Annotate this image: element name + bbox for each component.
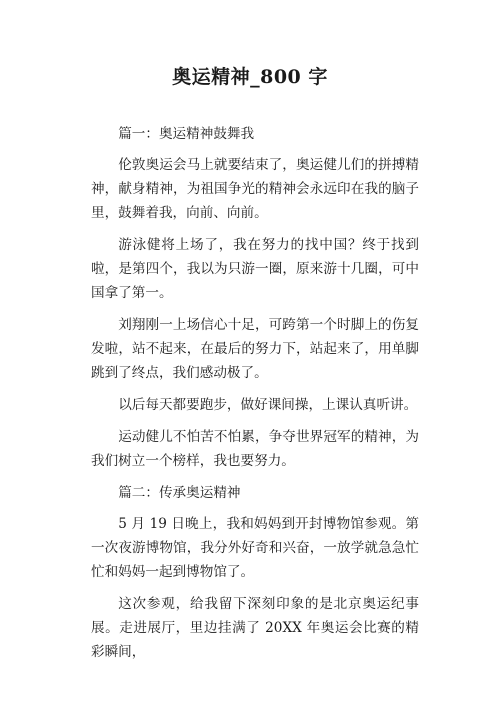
paragraph: 这次参观，给我留下深刻印象的是北京奥运纪事展。走进展厅，里边挂满了 20XX 年奥运会比赛的精彩瞬间， — [91, 596, 419, 660]
paragraph: 5 月 19 日晚上，我和妈妈到开封博物馆参观。第一次夜游博物馆，我分外好奇和兴奋，一放学就急急忙忙和妈妈一起到博物馆了。 — [91, 516, 419, 580]
paragraph: 运动健儿不怕苦不怕累，争夺世界冠军的精神，为我们树立一个榜样，我也要努力。 — [91, 429, 419, 469]
section-heading: 篇一：奥运精神鼓舞我 — [118, 126, 255, 142]
section-heading: 篇二：传承奥运精神 — [118, 485, 241, 501]
paragraph: 游泳健将上场了，我在努力的找中国？终于找到啦，是第四个，我以为只游一圈，原来游十几圈，可中国拿了第一。 — [91, 237, 419, 301]
paragraph: 刘翔刚一上场信心十足，可跨第一个时脚上的伤复发啦，站不起来，在最后的努力下，站起来了，用单脚跳到了终点，我们感动极了。 — [91, 317, 419, 381]
document-title: 奥运精神_800 字 — [172, 66, 328, 88]
document-body — [91, 122, 419, 672]
paragraph: 伦敦奥运会马上就要结束了，奥运健儿们的拼搏精神，献身精神，为祖国争光的精神会永远印在我的脑子里，鼓舞着我，向前、向前。 — [91, 157, 419, 221]
paragraph: 以后每天都要跑步，做好课间操，上课认真听讲。 — [118, 397, 418, 413]
